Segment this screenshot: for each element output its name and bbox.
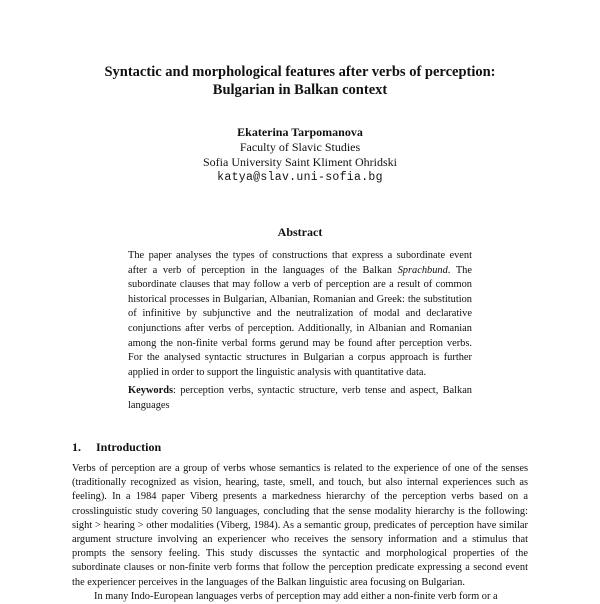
section-title: Introduction [96, 440, 162, 454]
author-department: Faculty of Slavic Studies [239, 140, 361, 154]
abstract-italic-term: Sprachbund [397, 264, 448, 276]
author-name: Ekaterina Tarpomanova [237, 125, 363, 139]
abstract-body [128, 249, 472, 380]
author-university: Sofia University Saint Kliment Ohridski [203, 155, 397, 169]
paper-title [60, 63, 540, 99]
section-number: 1. [72, 440, 81, 454]
keywords [128, 384, 472, 413]
section-heading-introduction [72, 440, 528, 455]
intro-paragraph-1: Verbs of perception are a group of verbs whose semantics is related to the experience of one of the senses (traditionally recognized as vision, hearing, taste, smell, and touch, but also internal experiences such as feeling). In a 1984 paper Viberg presents a markedness hierarchy of the perception verbs based on a crosslinguistic study covering 50 languages, concluding that the sense modality hierarchy is the following: sight > hearing > other modalities (Viberg, 1984). As a semantic group, predicates of perception have similar argument structure involving an experiencer who receives the sensory information and a stimulus that prompts the sensory feeling. This study discusses the syntactic and morphological properties of the subordinate clauses or non-finite verb forms that follow the perception predicate expressing a second event the experiencer perceives in the languages of the Balkan linguistic area focusing on Bulgarian. [72, 463, 528, 588]
title-line-2: Bulgarian in Balkan context [212, 82, 388, 98]
intro-paragraph-2: In many Indo-European languages verbs of perception may add either a non-finite verb form or a [94, 590, 498, 602]
author-email[interactable]: katya@slav.uni-sofia.bg [217, 171, 383, 184]
abstract-heading: Abstract [277, 225, 323, 239]
abstract-text-part-1: The paper analyses the types of constructions that express a subordinate event after a verb of perception in the languages of the Balkan [128, 250, 472, 276]
keywords-text: : perception verbs, syntactic structure, verb tense and aspect, Balkan languages [128, 385, 472, 411]
introduction-body [72, 462, 528, 604]
abstract-text-part-2: . The subordinate clauses that may follow a verb of perception are a result of common historical processes in Bulgarian, Albanian, Romanian and Greek: the substitution of infinitive by subjunctive and the neutralization of modal and declarative conjunctions after verbs of perception. Additionally, in Albanian and Romanian among the non-finite verbal forms gerund may be found after perception verbs. For the analysed syntactic structures in Bulgarian a corpus approach is further applied in order to support the linguistic analysis with quantitative data. [128, 264, 472, 378]
author-block [100, 125, 500, 185]
title-line-1: Syntactic and morphological features after verbs of perception: [104, 64, 496, 80]
keywords-label: Keywords [128, 385, 174, 396]
